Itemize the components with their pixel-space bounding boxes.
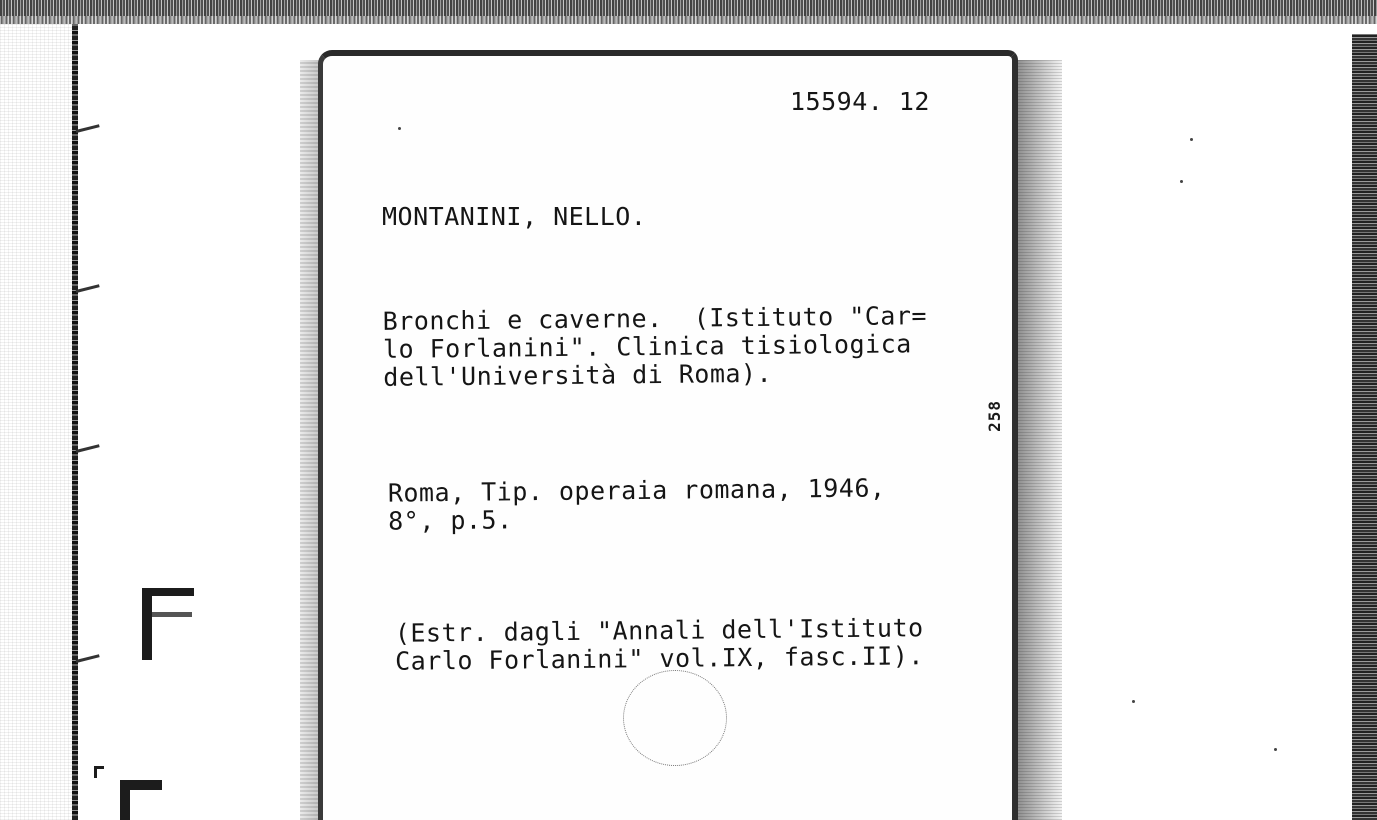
scan-top-edge: [0, 0, 1377, 24]
divider-tab-mark: [152, 612, 192, 617]
card-tick-mark: [76, 124, 100, 133]
title-block: [383, 302, 928, 392]
side-number: 258: [985, 400, 1004, 432]
card-tick-mark: [76, 284, 100, 293]
note-line: Carlo Forlanini" vol.IX, fasc.II).: [395, 641, 925, 676]
scan-left-margin: [0, 24, 75, 820]
ink-speck: [1274, 748, 1277, 751]
scan-right-edge: [1352, 34, 1377, 820]
card-tick-mark: [76, 444, 100, 453]
title-line: lo Forlanini". Clinica tisiologica: [382, 329, 912, 364]
divider-tab-mark: [94, 766, 97, 778]
author-heading: MONTANINI, NELLO.: [382, 202, 647, 231]
ink-speck: [1180, 180, 1183, 183]
card-stack-edge: [72, 24, 78, 820]
imprint-line: Roma, Tip. operaia romana, 1946,: [387, 473, 886, 508]
title-line: dell'Università di Roma).: [383, 358, 773, 392]
ink-speck: [398, 127, 401, 130]
imprint-block: [388, 474, 886, 535]
title-line: Bronchi e caverne. (Istituto "Car=: [382, 301, 928, 336]
ink-speck: [1132, 700, 1135, 703]
imprint-line: 8°, p.5.: [388, 505, 513, 536]
note-block: [395, 614, 924, 676]
card-shadow-right: [1016, 60, 1062, 820]
card-tick-mark: [76, 654, 100, 663]
note-line: (Estr. dagli "Annali dell'Istituto: [394, 613, 924, 648]
divider-tab-mark: [142, 588, 152, 660]
punch-hole: [623, 670, 727, 766]
call-number: 15594. 12: [790, 87, 930, 116]
divider-tab-mark: [120, 780, 130, 820]
ink-speck: [1190, 138, 1193, 141]
